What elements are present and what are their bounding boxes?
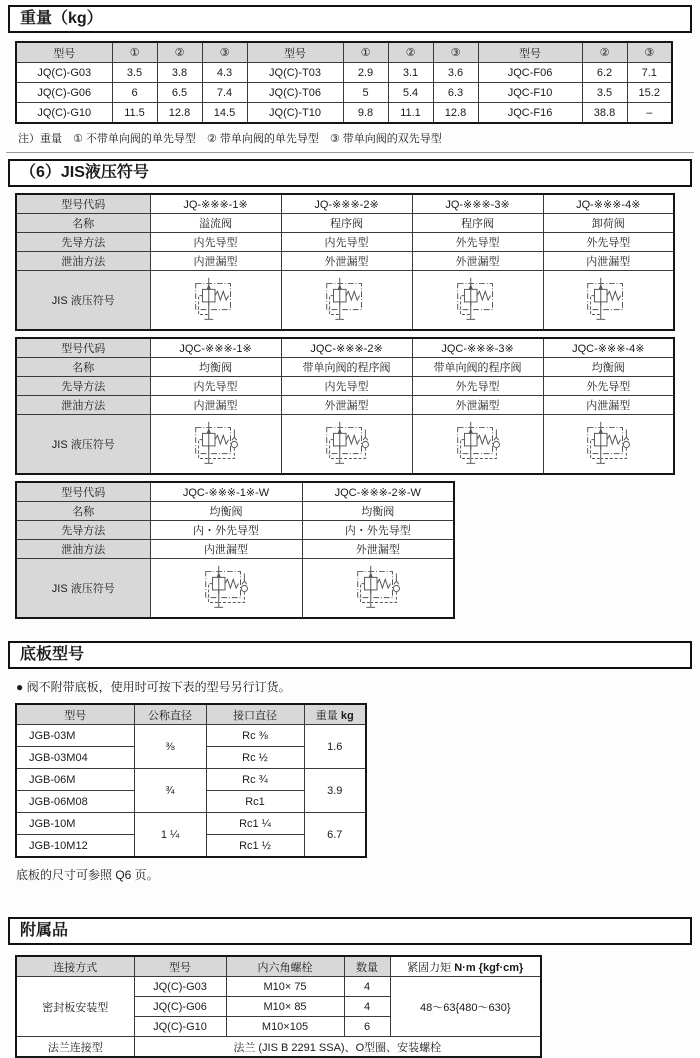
cell: 6.7 [304, 813, 366, 858]
cell: 5.4 [388, 83, 433, 103]
cell: JQ(C)-T10 [247, 103, 343, 124]
table-row [16, 194, 674, 214]
cell: JGB-03M04 [16, 747, 134, 769]
section-title-jis-symbols [8, 159, 692, 187]
relief-valve-symbol-icon [187, 274, 245, 326]
row-label: 先导方法 [16, 377, 150, 396]
cell: 外泄漏型 [302, 540, 454, 559]
col-header: ③ [627, 42, 672, 63]
cell: JQ-※※※-4※ [543, 194, 674, 214]
section-title-jis-label: （6）JIS液压符号 [20, 164, 149, 181]
relief-valve-with-check-symbol-icon [579, 418, 637, 470]
col-header: 数量 [344, 956, 390, 977]
section-title-accessories-label: 附属品 [20, 922, 69, 939]
row-label: JIS 液压符号 [16, 559, 150, 619]
cell: 外泄漏型 [281, 252, 412, 271]
cell: 外先导型 [412, 233, 543, 252]
cell: JQ(C)-G10 [16, 103, 112, 124]
cell: M10×105 [226, 1017, 344, 1037]
weight-header-unit: kg [340, 709, 354, 722]
cell: 2.9 [343, 63, 388, 83]
cell: 3.5 [582, 83, 627, 103]
torque-header-unit: N·m {kgf·cm} [454, 961, 524, 974]
cell: JQ-※※※-3※ [412, 194, 543, 214]
cell: 带单向阀的程序阀 [281, 358, 412, 377]
cell: Rc1 ½ [206, 835, 304, 858]
cell: JGB-10M [16, 813, 134, 835]
relief-valve-with-check-symbol-icon [318, 418, 376, 470]
cell: 7.1 [627, 63, 672, 83]
weight-header-text: 重量 [315, 709, 338, 722]
cell: 外泄漏型 [281, 396, 412, 415]
cell: 外先导型 [412, 377, 543, 396]
cell: – [627, 103, 672, 124]
table-row [16, 358, 674, 377]
relief-valve-symbol-icon [318, 274, 376, 326]
table-row [16, 396, 674, 415]
cell: JQ-※※※-1※ [150, 194, 281, 214]
table-row [16, 769, 366, 791]
section-title-base-plate [8, 641, 692, 669]
cell: 3.9 [304, 769, 366, 813]
table-row [16, 233, 674, 252]
cell: Rc ¾ [206, 769, 304, 791]
cell: 38.8 [582, 103, 627, 124]
table-row [16, 377, 674, 396]
table-row [16, 725, 366, 747]
cell: JQC-※※※-1※ [150, 338, 281, 358]
cell: 外先导型 [543, 233, 674, 252]
row-label: 型号代码 [16, 194, 150, 214]
table-row-symbols [16, 559, 454, 619]
cell: 3.6 [433, 63, 478, 83]
cell: 7.4 [202, 83, 247, 103]
cell: 均衡阀 [150, 358, 281, 377]
row-label: 先导方法 [16, 233, 150, 252]
jis-symbol-table-3 [15, 481, 455, 619]
cell: 4.3 [202, 63, 247, 83]
cell: 均衡阀 [543, 358, 674, 377]
base-plate-intro: ● 阀不附带底板，使用时可按下表的型号另行订货。 [16, 680, 291, 694]
cell: 1 ¼ [134, 813, 206, 858]
table-row [16, 252, 674, 271]
cell: 内泄漏型 [150, 252, 281, 271]
section-divider [6, 152, 694, 153]
cell: 均衡阀 [302, 502, 454, 521]
cell: 均衡阀 [150, 502, 302, 521]
cell: JQ-※※※-2※ [281, 194, 412, 214]
cell: Rc ⅜ [206, 725, 304, 747]
torque-header-text: 紧固力矩 [407, 961, 452, 974]
row-label: 泄油方法 [16, 396, 150, 415]
cell [543, 271, 674, 331]
relief-valve-with-check-symbol-icon [197, 562, 255, 614]
col-header: ① [343, 42, 388, 63]
col-header: 内六角螺栓 [226, 956, 344, 977]
row-label: 泄油方法 [16, 252, 150, 271]
cell: JGB-06M [16, 769, 134, 791]
cell: 内泄漏型 [150, 540, 302, 559]
cell [302, 559, 454, 619]
cell: JQ(C)-G06 [16, 83, 112, 103]
table-row [16, 1037, 541, 1058]
row-label: 先导方法 [16, 521, 150, 540]
weight-row [16, 63, 672, 83]
col-header [390, 956, 541, 977]
cell: JQC-F06 [478, 63, 582, 83]
cell: 9.8 [343, 103, 388, 124]
cell: 12.8 [433, 103, 478, 124]
cell: 3.1 [388, 63, 433, 83]
section-title-weight [8, 5, 692, 33]
cell: 内先导型 [150, 377, 281, 396]
cell: ¾ [134, 769, 206, 813]
relief-valve-with-check-symbol-icon [349, 562, 407, 614]
table-row [16, 502, 454, 521]
cell: 内・外先导型 [150, 521, 302, 540]
cell: JQC-※※※-3※ [412, 338, 543, 358]
cell: JQC-※※※-4※ [543, 338, 674, 358]
cell: 外泄漏型 [412, 396, 543, 415]
cell [543, 415, 674, 475]
row-label: 泄油方法 [16, 540, 150, 559]
col-header: 公称直径 [134, 704, 206, 725]
col-header: 接口直径 [206, 704, 304, 725]
table-row [16, 521, 454, 540]
col-header: 型号 [478, 42, 582, 63]
base-plate-table [15, 703, 367, 858]
cell [281, 271, 412, 331]
col-header [304, 704, 366, 725]
cell: 内泄漏型 [543, 252, 674, 271]
accessories-table [15, 955, 542, 1058]
table-row [16, 482, 454, 502]
cell [150, 415, 281, 475]
cell [412, 415, 543, 475]
cell: JQC-※※※-2※-W [302, 482, 454, 502]
table-row-symbols [16, 271, 674, 331]
cell: JGB-06M08 [16, 791, 134, 813]
table-row [16, 977, 541, 997]
cell: 3.8 [157, 63, 202, 83]
weight-header-row [16, 42, 672, 63]
row-label: 名称 [16, 502, 150, 521]
section-title-base-plate-label: 底板型号 [20, 646, 85, 663]
cell: 内先导型 [150, 233, 281, 252]
cell: M10× 85 [226, 997, 344, 1017]
table-row [16, 813, 366, 835]
cell: 外先导型 [543, 377, 674, 396]
cell [150, 559, 302, 619]
weight-note: 注）重量 ① 不带单向阀的单先导型 ② 带单向阀的单先导型 ③ 带单向阀的双先导型 [18, 133, 442, 145]
cell: JQ(C)-G06 [134, 997, 226, 1017]
cell: 11.5 [112, 103, 157, 124]
row-label: 型号代码 [16, 338, 150, 358]
jis-symbol-table-2 [15, 337, 675, 475]
section-title-accessories [8, 917, 692, 945]
cell: ⅜ [134, 725, 206, 769]
cell: 1.6 [304, 725, 366, 769]
cell: 14.5 [202, 103, 247, 124]
cell: JQ(C)-G03 [134, 977, 226, 997]
table-row-symbols [16, 415, 674, 475]
cell: JQ(C)-G03 [16, 63, 112, 83]
cell: JQC-※※※-1※-W [150, 482, 302, 502]
cell: JQ(C)-G10 [134, 1017, 226, 1037]
cell: JQC-F16 [478, 103, 582, 124]
row-label: 名称 [16, 358, 150, 377]
col-header: 型号 [16, 42, 112, 63]
row-label: 型号代码 [16, 482, 150, 502]
cell: 4 [344, 997, 390, 1017]
cell: 11.1 [388, 103, 433, 124]
jis-symbol-table-1 [15, 193, 675, 331]
weight-row [16, 103, 672, 124]
weight-row [16, 83, 672, 103]
cell: 12.8 [157, 103, 202, 124]
col-header: 型号 [247, 42, 343, 63]
section-title-weight-label: 重量（kg） [20, 10, 103, 27]
cell: 程序阀 [412, 214, 543, 233]
row-label: JIS 液压符号 [16, 271, 150, 331]
cell: 法兰 (JIS B 2291 SSA)、O型圈、安装螺栓 [134, 1037, 541, 1058]
col-header: ② [388, 42, 433, 63]
col-header: 型号 [134, 956, 226, 977]
cell: 内先导型 [281, 233, 412, 252]
cell: M10× 75 [226, 977, 344, 997]
cell [150, 271, 281, 331]
cell: 4 [344, 977, 390, 997]
cell: 3.5 [112, 63, 157, 83]
weight-table [15, 41, 673, 124]
table-row [16, 214, 674, 233]
relief-valve-symbol-icon [579, 274, 637, 326]
cell: JQ(C)-T06 [247, 83, 343, 103]
base-plate-header-row [16, 704, 366, 725]
row-label: 名称 [16, 214, 150, 233]
cell: 外泄漏型 [412, 252, 543, 271]
cell: Rc1 ¼ [206, 813, 304, 835]
cell: 内・外先导型 [302, 521, 454, 540]
cell: 6.3 [433, 83, 478, 103]
cell: 程序阀 [281, 214, 412, 233]
row-label: JIS 液压符号 [16, 415, 150, 475]
col-header: ① [112, 42, 157, 63]
cell: 内泄漏型 [150, 396, 281, 415]
cell: 48～63{480～630} [390, 977, 541, 1037]
table-row [16, 540, 454, 559]
relief-valve-symbol-icon [449, 274, 507, 326]
table-row [16, 338, 674, 358]
cell: 法兰连接型 [16, 1037, 134, 1058]
cell: 6 [344, 1017, 390, 1037]
col-header: ③ [202, 42, 247, 63]
cell: 带单向阀的程序阀 [412, 358, 543, 377]
cell: JQ(C)-T03 [247, 63, 343, 83]
cell: 密封板安装型 [16, 977, 134, 1037]
cell [281, 415, 412, 475]
cell: 内先导型 [281, 377, 412, 396]
cell: 5 [343, 83, 388, 103]
cell: 溢流阀 [150, 214, 281, 233]
col-header: ② [157, 42, 202, 63]
cell: JGB-10M12 [16, 835, 134, 858]
accessories-header-row [16, 956, 541, 977]
cell: Rc ½ [206, 747, 304, 769]
base-plate-footer: 底板的尺寸可参照 Q6 页。 [16, 868, 159, 882]
cell: 内泄漏型 [543, 396, 674, 415]
col-header: ② [582, 42, 627, 63]
col-header: 型号 [16, 704, 134, 725]
cell: 卸荷阀 [543, 214, 674, 233]
col-header: 连接方式 [16, 956, 134, 977]
cell: Rc1 [206, 791, 304, 813]
relief-valve-with-check-symbol-icon [187, 418, 245, 470]
cell: 6.5 [157, 83, 202, 103]
cell: JGB-03M [16, 725, 134, 747]
cell: JQC-※※※-2※ [281, 338, 412, 358]
cell: 6.2 [582, 63, 627, 83]
cell: JQC-F10 [478, 83, 582, 103]
cell: 15.2 [627, 83, 672, 103]
relief-valve-with-check-symbol-icon [449, 418, 507, 470]
col-header: ③ [433, 42, 478, 63]
cell [412, 271, 543, 331]
cell: 6 [112, 83, 157, 103]
